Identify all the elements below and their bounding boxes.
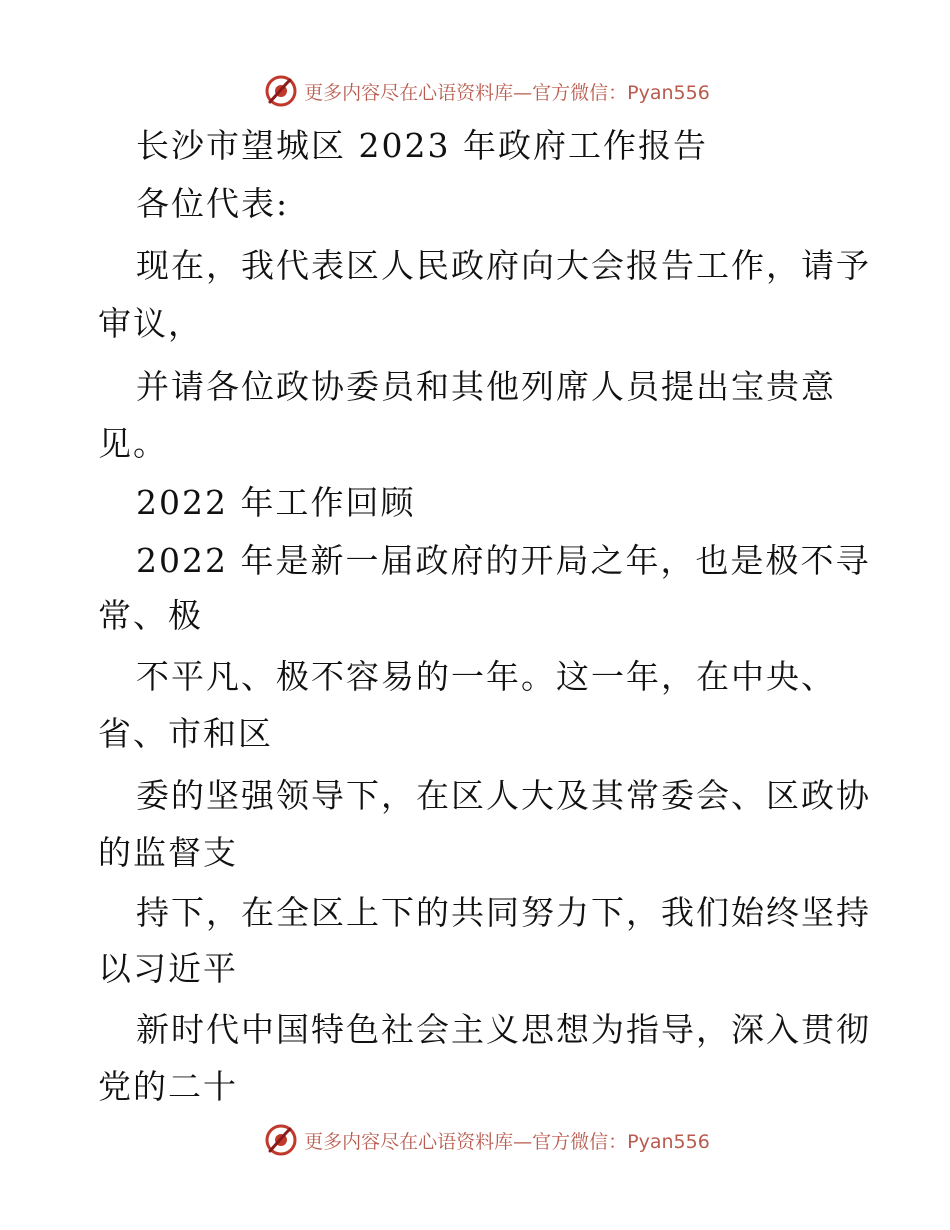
watermark-text: 更多内容尽在心语资料库—官方微信：Pyan556 bbox=[304, 1130, 710, 1153]
footer-watermark-banner bbox=[0, 1120, 950, 1160]
brand-logo-icon bbox=[264, 1123, 298, 1157]
header-watermark-banner bbox=[0, 71, 950, 111]
paragraph-line: 的监督支 bbox=[98, 833, 238, 872]
paragraph-line: 持下，在全区上下的共同努力下，我们始终坚持 bbox=[136, 893, 871, 932]
salutation: 各位代表: bbox=[136, 184, 290, 223]
paragraph-line: 见。 bbox=[98, 424, 168, 463]
document-title: 长沙市望城区 2023 年政府工作报告 bbox=[136, 126, 708, 165]
paragraph-line: 审议， bbox=[98, 304, 203, 343]
paragraph-line: 不平凡、极不容易的一年。这一年，在中央、 bbox=[136, 657, 836, 696]
paragraph-line: 省、市和区 bbox=[98, 714, 273, 753]
paragraph-line: 以习近平 bbox=[98, 949, 238, 988]
paragraph-line: 现在，我代表区人民政府向大会报告工作，请予 bbox=[136, 246, 871, 285]
paragraph-line: 党的二十 bbox=[98, 1067, 238, 1106]
paragraph-line: 新时代中国特色社会主义思想为指导，深入贯彻 bbox=[136, 1010, 871, 1049]
paragraph-line: 2022 年是新一届政府的开局之年，也是极不寻 bbox=[136, 541, 871, 580]
section-heading: 2022 年工作回顾 bbox=[136, 483, 416, 522]
watermark-text: 更多内容尽在心语资料库—官方微信：Pyan556 bbox=[304, 81, 710, 104]
brand-logo-icon bbox=[264, 74, 298, 108]
paragraph-line: 常、极 bbox=[98, 596, 203, 635]
paragraph-line: 并请各位政协委员和其他列席人员提出宝贵意 bbox=[136, 367, 836, 406]
paragraph-line: 委的坚强领导下，在区人大及其常委会、区政协 bbox=[136, 776, 871, 815]
